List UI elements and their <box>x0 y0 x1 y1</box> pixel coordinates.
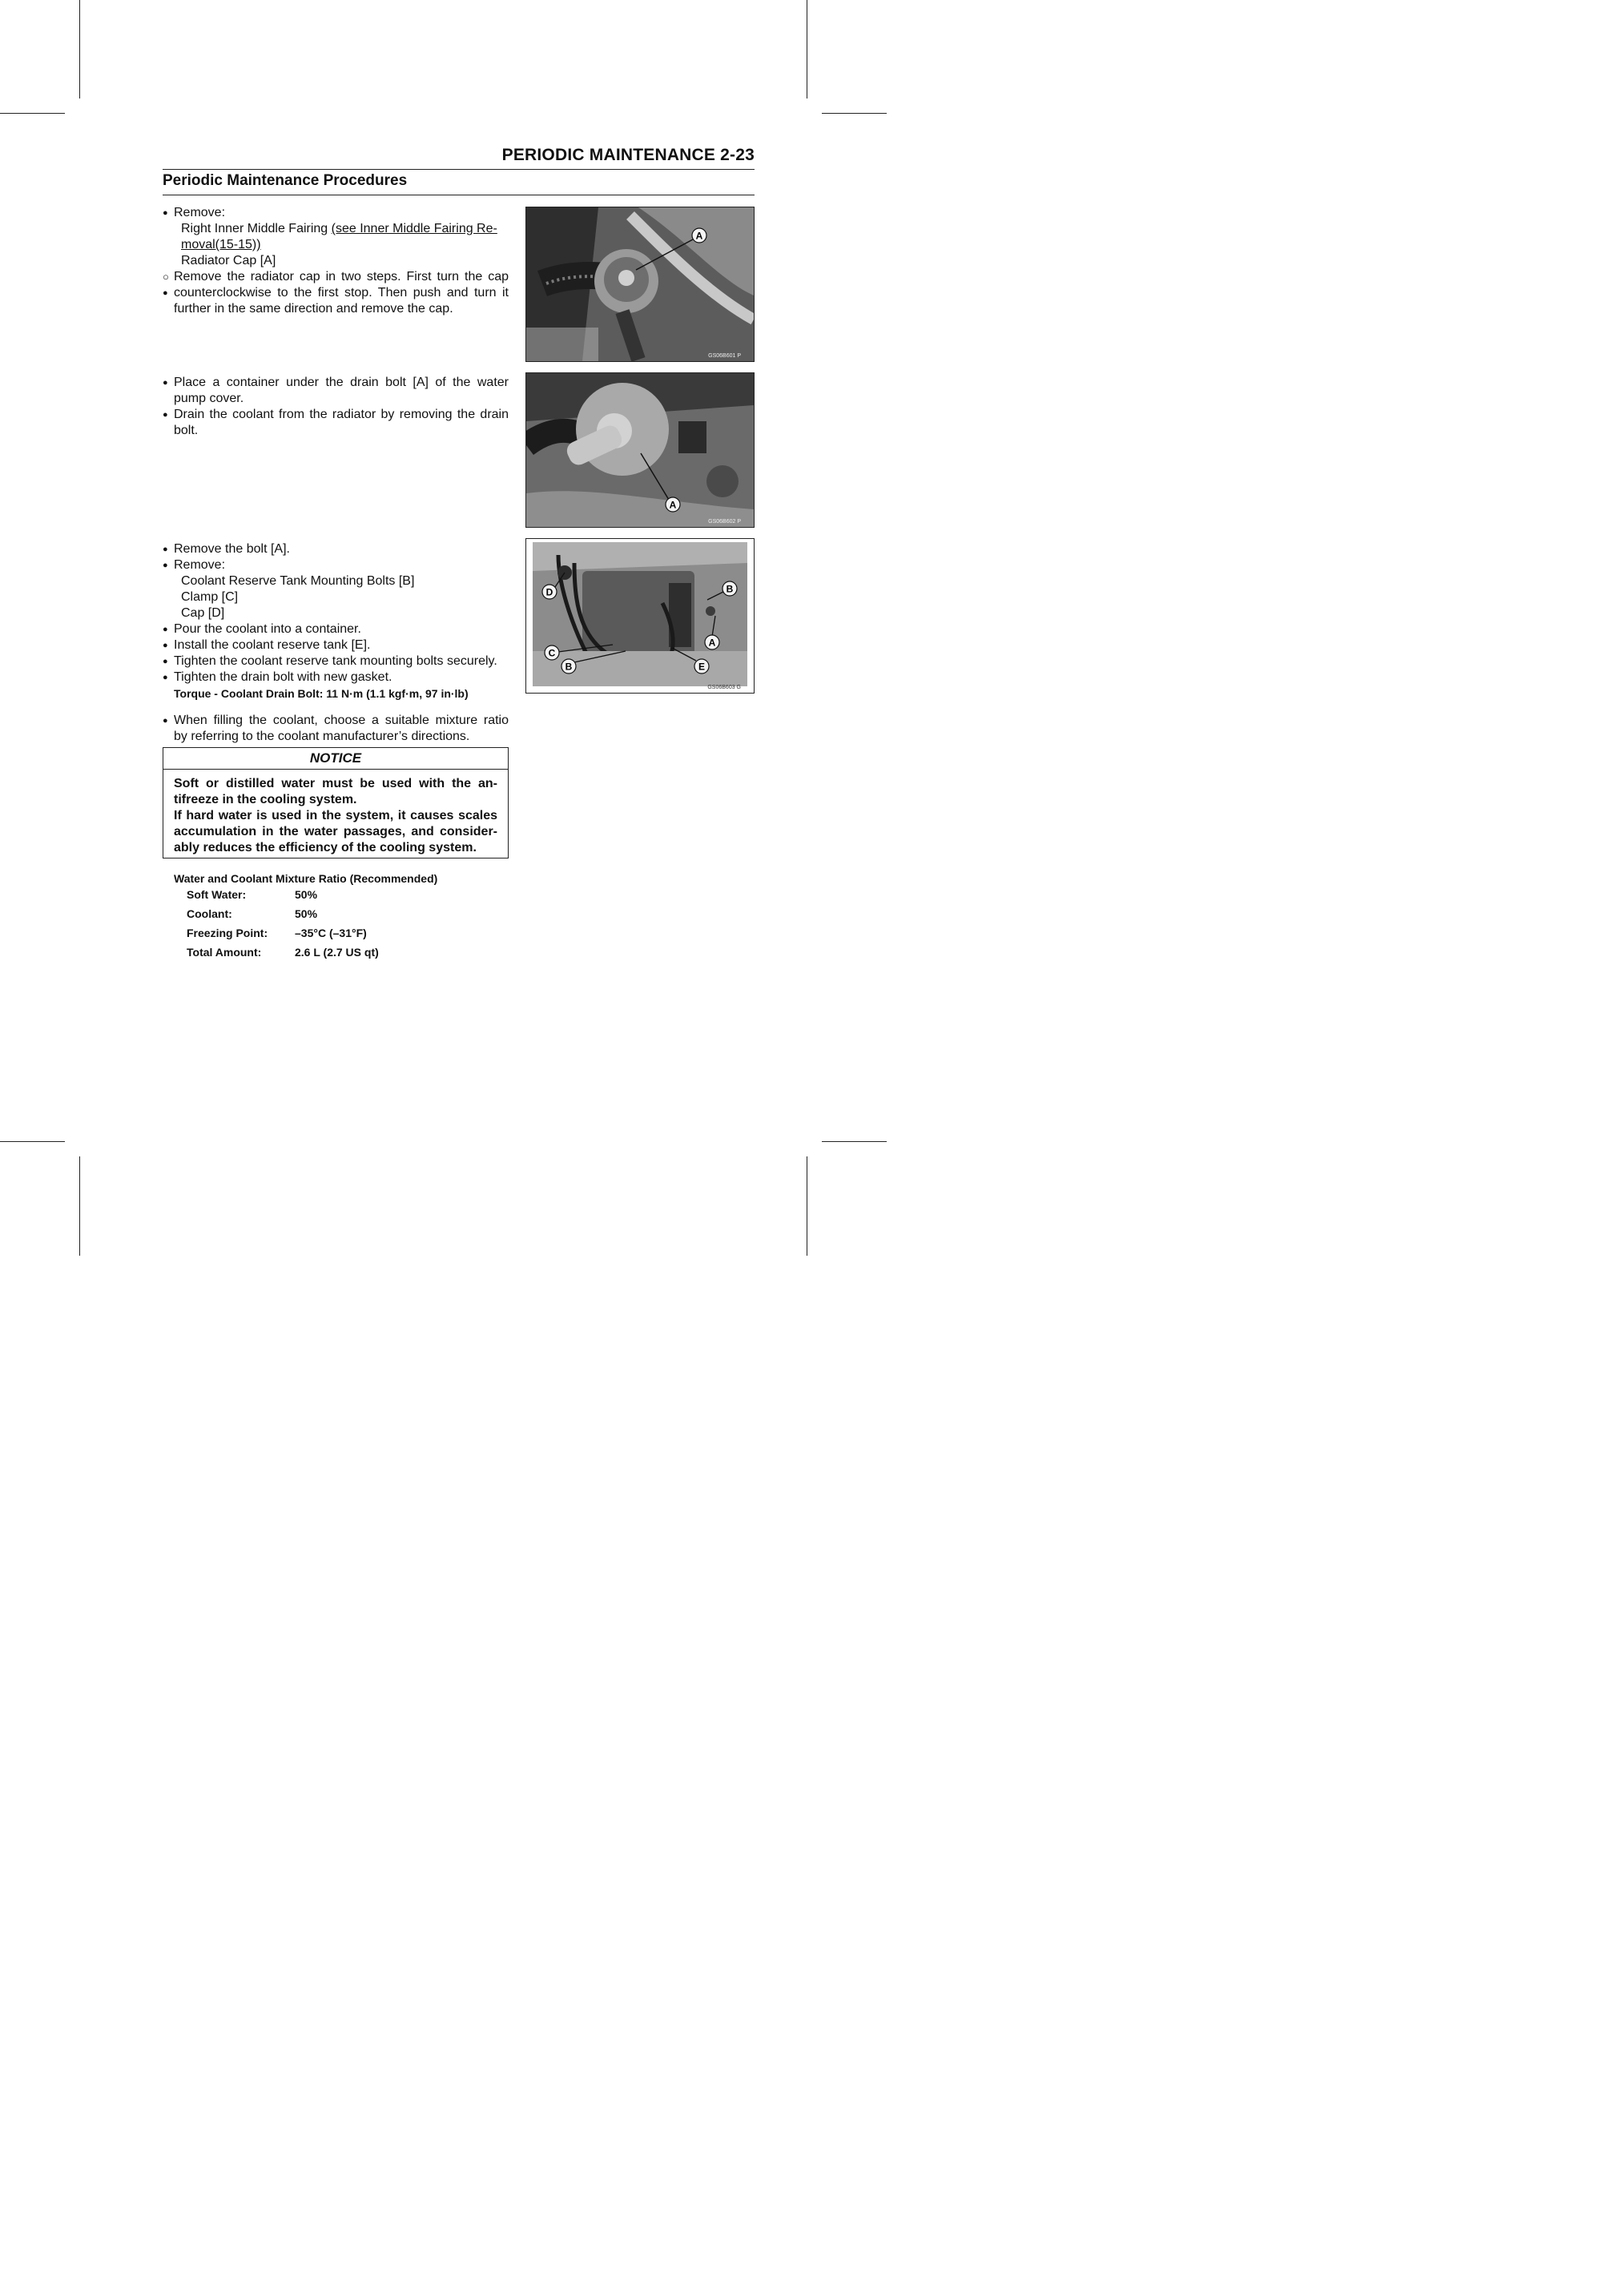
page-header-title: PERIODIC MAINTENANCE 2-23 <box>501 146 755 164</box>
mixture-value: 50% <box>295 907 318 920</box>
notice-line: ably reduces the efficiency of the cooling system. <box>174 841 477 854</box>
torque-spec: Torque - Coolant Drain Bolt: 11 N·m (1.1 kgf·m, 97 in·lb) <box>174 687 469 700</box>
notice-line: Soft or distilled water must be used with the an- <box>174 777 497 790</box>
figure-code: GS06B602 P <box>708 519 741 525</box>
notice-line: tifreeze in the cooling system. <box>174 793 357 806</box>
notice-box <box>163 747 509 858</box>
notice-heading: NOTICE <box>163 748 508 770</box>
callout-label: C <box>548 647 556 659</box>
mixture-title: Water and Coolant Mixture Ratio (Recommended) <box>174 872 438 885</box>
header-rule <box>163 169 755 170</box>
figure-code: GS06B603 G <box>707 685 741 690</box>
remove-subitem <box>163 221 509 237</box>
mixture-row <box>187 907 317 920</box>
mixture-label: Coolant: <box>187 907 232 920</box>
callout-label: A <box>669 499 677 511</box>
water-pump-photo <box>525 372 755 528</box>
bullet-item: ● Tighten the drain bolt with new gasket. <box>163 669 509 686</box>
mixture-row <box>187 927 367 939</box>
bullet-item: ● Remove: <box>163 557 509 573</box>
step1-text <box>163 205 509 317</box>
notice-line: accumulation in the water passages, and consider- <box>174 825 497 838</box>
mixture-value: –35°C (–31°F) <box>295 927 367 939</box>
remove-subitem: Radiator Cap [A] <box>181 254 276 267</box>
remove-subitem: Clamp [C] <box>181 590 239 604</box>
callout-label: E <box>698 661 706 673</box>
mixture-row <box>187 946 379 959</box>
bullet-item: ● Tighten the coolant reserve tank mounting bolts securely. <box>163 653 509 669</box>
callout-label: D <box>545 586 553 598</box>
note-item-continued: ● counterclockwise to the first stop. Then push and turn it <box>163 285 509 301</box>
bullet-item: ● Remove: <box>163 205 509 221</box>
subitem-text: Right Inner Middle Fairing <box>181 222 332 235</box>
crop-mark <box>822 1141 887 1142</box>
bullet-item: ● Install the coolant reserve tank [E]. <box>163 637 509 653</box>
radiator-cap-photo <box>525 207 755 362</box>
cross-reference-link[interactable]: (see Inner Middle Fairing Re- <box>331 222 497 235</box>
bullet-item-continued: bolt. <box>174 424 199 437</box>
note-item: ○ Remove the radiator cap in two steps. First turn the cap <box>163 269 509 285</box>
bullet-item: ● Pour the coolant into a container. <box>163 621 509 637</box>
notice-body <box>163 770 508 856</box>
crop-mark <box>822 113 887 114</box>
callout-label: A <box>708 637 716 649</box>
bullet-item: ● Drain the coolant from the radiator by removing the drain <box>163 407 509 423</box>
cross-reference-link[interactable]: moval(15-15)) <box>181 238 261 251</box>
note-item-continued: further in the same direction and remove the cap. <box>174 302 453 316</box>
figure-code: GS06B601 P <box>708 353 741 359</box>
mixture-label: Freezing Point: <box>187 927 268 939</box>
step3-filling-text <box>163 713 509 745</box>
crop-mark <box>79 0 80 99</box>
bullet-item: ● When filling the coolant, choose a suitable mixture ratio <box>163 713 509 729</box>
callout-label: A <box>695 230 703 242</box>
bullet-item-continued: pump cover. <box>174 392 244 405</box>
step2-text <box>163 375 509 439</box>
step3-text <box>163 541 509 686</box>
callout-label: B <box>565 661 573 673</box>
callout-label: B <box>726 583 734 595</box>
remove-subitem: Cap [D] <box>181 606 225 620</box>
mixture-label: Total Amount: <box>187 946 262 959</box>
mixture-row <box>187 888 317 901</box>
section-title: Periodic Maintenance Procedures <box>163 172 408 189</box>
bullet-item: ● Remove the bolt [A]. <box>163 541 509 557</box>
crop-mark <box>0 113 65 114</box>
mixture-label: Soft Water: <box>187 888 247 901</box>
mixture-value: 50% <box>295 888 318 901</box>
bullet-item: ● Place a container under the drain bolt [A] of the water <box>163 375 509 391</box>
crop-mark <box>79 1156 80 1256</box>
remove-subitem-continued <box>163 237 509 253</box>
crop-mark <box>0 1141 65 1142</box>
notice-line: If hard water is used in the system, it causes scales <box>174 809 497 822</box>
mixture-value: 2.6 L (2.7 US qt) <box>295 946 379 959</box>
remove-subitem: Coolant Reserve Tank Mounting Bolts [B] <box>181 574 415 588</box>
reserve-tank-photo <box>525 538 755 694</box>
bullet-item-continued: by referring to the coolant manufacturer’s directions. <box>174 730 470 743</box>
